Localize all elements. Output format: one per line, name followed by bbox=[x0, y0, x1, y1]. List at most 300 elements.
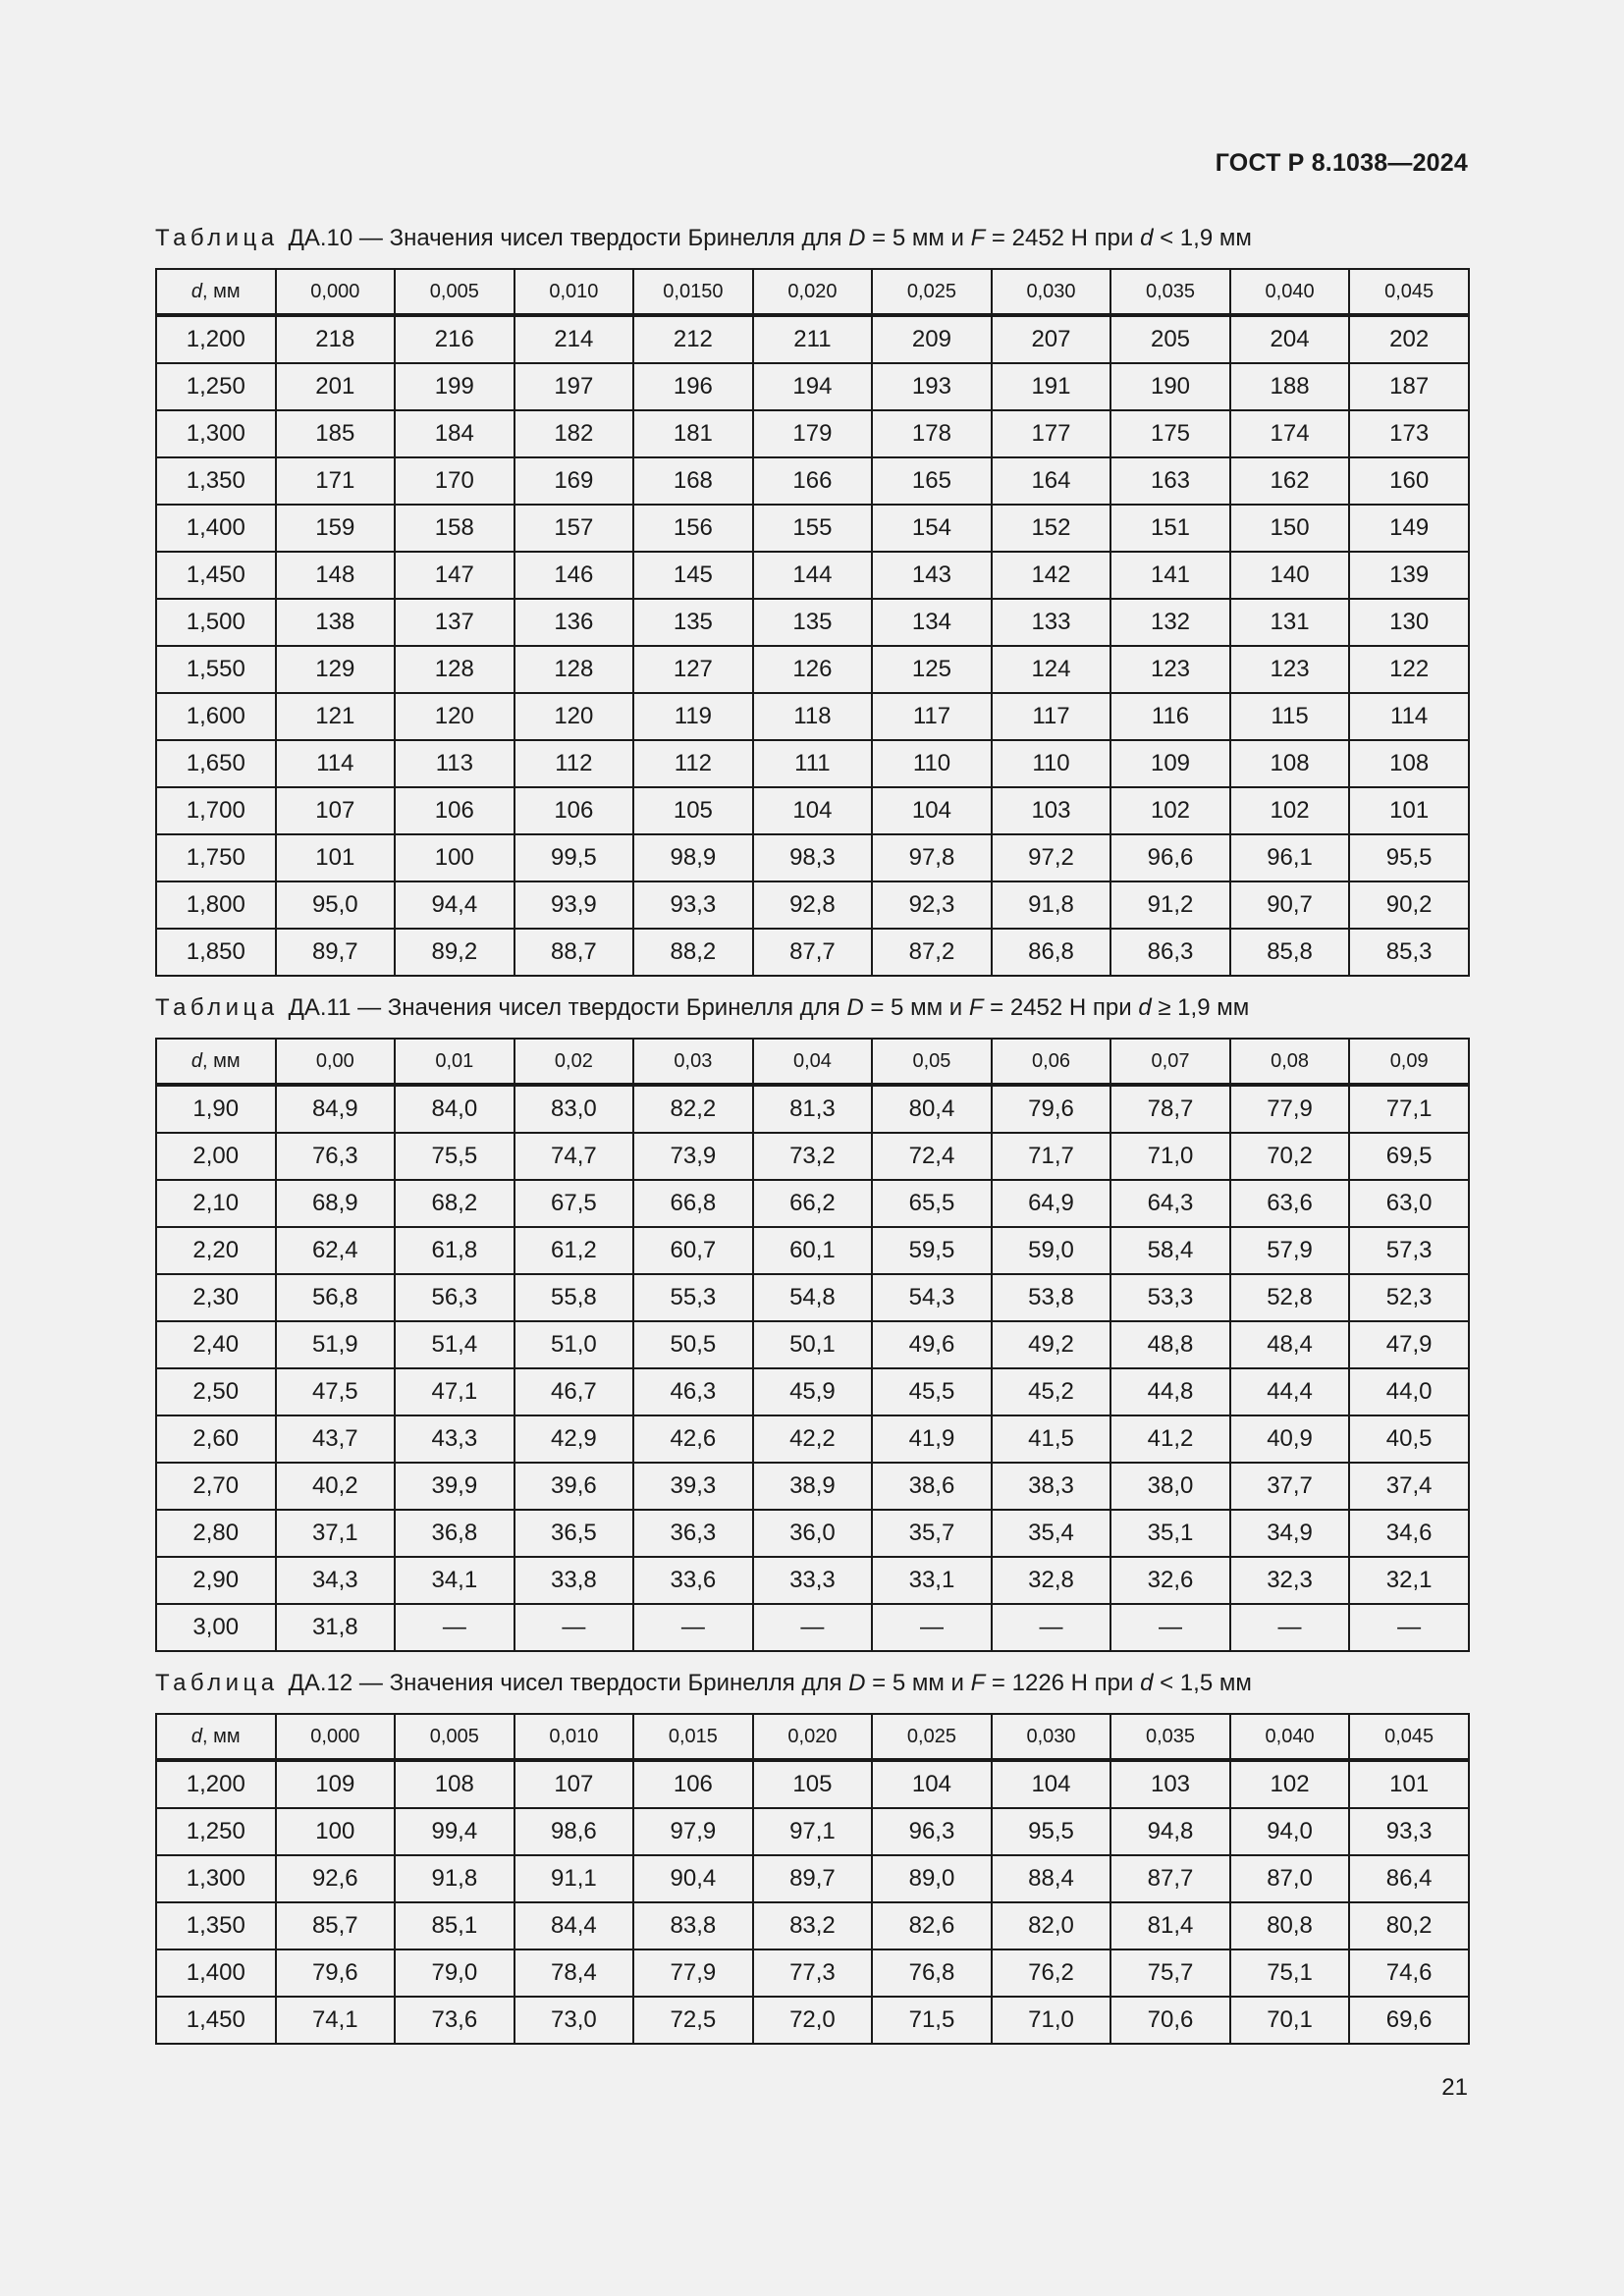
table-cell: 95,5 bbox=[1349, 834, 1469, 881]
table-cell: 40,9 bbox=[1230, 1415, 1350, 1463]
table-row bbox=[156, 1949, 1469, 1997]
table-cell: 127 bbox=[633, 646, 753, 693]
table-cell: 108 bbox=[1230, 740, 1350, 787]
table-cell: — bbox=[514, 1604, 634, 1651]
table-cell: 133 bbox=[992, 599, 1111, 646]
row-header-cell: 1,200 bbox=[156, 1760, 276, 1808]
table-cell: 40,5 bbox=[1349, 1415, 1469, 1463]
table-cell: 114 bbox=[276, 740, 396, 787]
table-cell: 72,4 bbox=[872, 1133, 992, 1180]
table-cell: 68,2 bbox=[395, 1180, 514, 1227]
table-cell: 34,3 bbox=[276, 1557, 396, 1604]
column-header: 0,015 bbox=[633, 1714, 753, 1760]
column-header: 0,00 bbox=[276, 1039, 396, 1085]
table-cell: 66,8 bbox=[633, 1180, 753, 1227]
table-cell: 83,8 bbox=[633, 1902, 753, 1949]
table-cell: 104 bbox=[753, 787, 873, 834]
table-cell: 92,6 bbox=[276, 1855, 396, 1902]
caption-text: — Значения чисел твердости Бринелля для bbox=[352, 1670, 849, 1696]
column-header: 0,005 bbox=[395, 1714, 514, 1760]
table-row bbox=[156, 1604, 1469, 1651]
table-cell: 98,3 bbox=[753, 834, 873, 881]
caption-text: ≥ 1,9 мм bbox=[1151, 994, 1250, 1021]
table-cell: 53,3 bbox=[1110, 1274, 1230, 1321]
table-cell: 150 bbox=[1230, 505, 1350, 552]
caption-var-f: F bbox=[970, 1670, 986, 1696]
row-header-cell: 1,300 bbox=[156, 410, 276, 457]
table-cell: 79,6 bbox=[276, 1949, 396, 1997]
column-header: 0,08 bbox=[1230, 1039, 1350, 1085]
table-cell: 109 bbox=[276, 1760, 396, 1808]
table-cell: 35,1 bbox=[1110, 1510, 1230, 1557]
page-number: 21 bbox=[1441, 2074, 1468, 2101]
table-cell: 101 bbox=[1349, 787, 1469, 834]
table-cell: 175 bbox=[1110, 410, 1230, 457]
table-cell: 145 bbox=[633, 552, 753, 599]
table-cell: 93,3 bbox=[1349, 1808, 1469, 1855]
header-unit: , мм bbox=[202, 280, 241, 302]
table-cell: 79,6 bbox=[992, 1085, 1111, 1133]
table-row bbox=[156, 1855, 1469, 1902]
table-cell: 80,4 bbox=[872, 1085, 992, 1133]
column-header: 0,040 bbox=[1230, 269, 1350, 315]
table-cell: 87,7 bbox=[1110, 1855, 1230, 1902]
table-row bbox=[156, 1274, 1469, 1321]
column-header: 0,000 bbox=[276, 1714, 396, 1760]
table-cell: 105 bbox=[633, 787, 753, 834]
table-row bbox=[156, 1321, 1469, 1368]
column-header: 0,005 bbox=[395, 269, 514, 315]
table-cell: 96,3 bbox=[872, 1808, 992, 1855]
caption-var-f: F bbox=[970, 225, 986, 251]
table-cell: 91,1 bbox=[514, 1855, 634, 1902]
table-cell: 128 bbox=[395, 646, 514, 693]
table-cell: 70,2 bbox=[1230, 1133, 1350, 1180]
table-cell: 43,7 bbox=[276, 1415, 396, 1463]
table-cell: 42,2 bbox=[753, 1415, 873, 1463]
table-cell: — bbox=[1230, 1604, 1350, 1651]
table-cell: 99,5 bbox=[514, 834, 634, 881]
row-header-cell: 1,450 bbox=[156, 1997, 276, 2044]
table-cell: 59,5 bbox=[872, 1227, 992, 1274]
table-cell: 107 bbox=[514, 1760, 634, 1808]
table-cell: 188 bbox=[1230, 363, 1350, 410]
table-cell: 84,9 bbox=[276, 1085, 396, 1133]
table-cell: 112 bbox=[514, 740, 634, 787]
table-cell: 120 bbox=[514, 693, 634, 740]
column-header: 0,045 bbox=[1349, 269, 1469, 315]
table-cell: 146 bbox=[514, 552, 634, 599]
row-header-cell: 2,90 bbox=[156, 1557, 276, 1604]
table-cell: 82,2 bbox=[633, 1085, 753, 1133]
table-cell: 88,4 bbox=[992, 1855, 1111, 1902]
table-cell: 113 bbox=[395, 740, 514, 787]
column-header-d bbox=[156, 1039, 276, 1085]
column-header: 0,020 bbox=[753, 1714, 873, 1760]
table-cell: 177 bbox=[992, 410, 1111, 457]
table-cell: 70,6 bbox=[1110, 1997, 1230, 2044]
table-cell: 117 bbox=[992, 693, 1111, 740]
table-cell: 138 bbox=[276, 599, 396, 646]
table-cell: 160 bbox=[1349, 457, 1469, 505]
table-cell: 165 bbox=[872, 457, 992, 505]
table-cell: 73,0 bbox=[514, 1997, 634, 2044]
table-cell: 85,7 bbox=[276, 1902, 396, 1949]
table-cell: 58,4 bbox=[1110, 1227, 1230, 1274]
table-cell: 135 bbox=[753, 599, 873, 646]
table-cell: 114 bbox=[1349, 693, 1469, 740]
table-header-row bbox=[156, 269, 1469, 315]
table-cell: 158 bbox=[395, 505, 514, 552]
table-row bbox=[156, 929, 1469, 976]
table-cell: 105 bbox=[753, 1760, 873, 1808]
table-cell: 49,6 bbox=[872, 1321, 992, 1368]
table-cell: 72,5 bbox=[633, 1997, 753, 2044]
table-cell: 75,7 bbox=[1110, 1949, 1230, 1997]
table-cell: 83,0 bbox=[514, 1085, 634, 1133]
table-cell: 202 bbox=[1349, 315, 1469, 363]
table-cell: 92,8 bbox=[753, 881, 873, 929]
table-cell: 84,4 bbox=[514, 1902, 634, 1949]
document-code: ГОСТ Р 8.1038—2024 bbox=[1215, 149, 1468, 177]
table-cell: 103 bbox=[1110, 1760, 1230, 1808]
column-header: 0,035 bbox=[1110, 269, 1230, 315]
table-cell: 117 bbox=[872, 693, 992, 740]
row-header-cell: 2,50 bbox=[156, 1368, 276, 1415]
table-cell: 104 bbox=[992, 1760, 1111, 1808]
table-cell: 90,2 bbox=[1349, 881, 1469, 929]
table-cell: 110 bbox=[992, 740, 1111, 787]
table-row bbox=[156, 693, 1469, 740]
table-cell: 178 bbox=[872, 410, 992, 457]
caption-var-d-upper: D bbox=[848, 1670, 866, 1696]
table-cell: 162 bbox=[1230, 457, 1350, 505]
table-cell: 151 bbox=[1110, 505, 1230, 552]
table-cell: 55,3 bbox=[633, 1274, 753, 1321]
table-row bbox=[156, 787, 1469, 834]
table-cell: 34,1 bbox=[395, 1557, 514, 1604]
table-cell: 75,1 bbox=[1230, 1949, 1350, 1997]
caption-id: ДА.12 bbox=[288, 1670, 353, 1696]
table-row bbox=[156, 646, 1469, 693]
table-cell: 82,0 bbox=[992, 1902, 1111, 1949]
header-var-d: d bbox=[190, 1049, 203, 1072]
row-header-cell: 3,00 bbox=[156, 1604, 276, 1651]
table-row bbox=[156, 1133, 1469, 1180]
table-row bbox=[156, 1902, 1469, 1949]
table-cell: 141 bbox=[1110, 552, 1230, 599]
table-cell: 47,1 bbox=[395, 1368, 514, 1415]
table-cell: 39,6 bbox=[514, 1463, 634, 1510]
table-cell: 140 bbox=[1230, 552, 1350, 599]
table-cell: 154 bbox=[872, 505, 992, 552]
column-header: 0,03 bbox=[633, 1039, 753, 1085]
row-header-cell: 1,850 bbox=[156, 929, 276, 976]
table-cell: 44,0 bbox=[1349, 1368, 1469, 1415]
table-cell: 97,2 bbox=[992, 834, 1111, 881]
table-cell: — bbox=[753, 1604, 873, 1651]
table-cell: 61,2 bbox=[514, 1227, 634, 1274]
table-cell: 42,9 bbox=[514, 1415, 634, 1463]
column-header: 0,020 bbox=[753, 269, 873, 315]
caption-var-d: d bbox=[1140, 225, 1154, 251]
row-header-cell: 2,40 bbox=[156, 1321, 276, 1368]
table-cell: 36,8 bbox=[395, 1510, 514, 1557]
table-cell: 142 bbox=[992, 552, 1111, 599]
table-cell: 101 bbox=[1349, 1760, 1469, 1808]
row-header-cell: 2,20 bbox=[156, 1227, 276, 1274]
table-cell: 152 bbox=[992, 505, 1111, 552]
table-cell: 89,7 bbox=[276, 929, 396, 976]
column-header: 0,05 bbox=[872, 1039, 992, 1085]
table-cell: 143 bbox=[872, 552, 992, 599]
table-cell: 66,2 bbox=[753, 1180, 873, 1227]
table-cell: 204 bbox=[1230, 315, 1350, 363]
table-header-row bbox=[156, 1039, 1469, 1085]
table-cell: 76,8 bbox=[872, 1949, 992, 1997]
table-cell: 52,3 bbox=[1349, 1274, 1469, 1321]
table-cell: — bbox=[633, 1604, 753, 1651]
row-header-cell: 1,250 bbox=[156, 1808, 276, 1855]
column-header: 0,010 bbox=[514, 1714, 634, 1760]
column-header-d bbox=[156, 269, 276, 315]
table-cell: 33,3 bbox=[753, 1557, 873, 1604]
table-cell: 78,7 bbox=[1110, 1085, 1230, 1133]
table-cell: — bbox=[872, 1604, 992, 1651]
table-cell: 54,3 bbox=[872, 1274, 992, 1321]
table-cell: 69,5 bbox=[1349, 1133, 1469, 1180]
table-cell: 72,0 bbox=[753, 1997, 873, 2044]
table-cell: 37,4 bbox=[1349, 1463, 1469, 1510]
table-cell: 207 bbox=[992, 315, 1111, 363]
table-cell: 123 bbox=[1230, 646, 1350, 693]
table-cell: 155 bbox=[753, 505, 873, 552]
caption-text: = 1226 Н при bbox=[985, 1670, 1141, 1696]
table-cell: 166 bbox=[753, 457, 873, 505]
table-cell: 36,5 bbox=[514, 1510, 634, 1557]
table-cell: 80,8 bbox=[1230, 1902, 1350, 1949]
table-cell: 122 bbox=[1349, 646, 1469, 693]
row-header-cell: 1,350 bbox=[156, 1902, 276, 1949]
table-row bbox=[156, 740, 1469, 787]
caption-text: = 5 мм и bbox=[865, 225, 971, 251]
table-cell: 89,0 bbox=[872, 1855, 992, 1902]
table-caption-da11 bbox=[155, 994, 1249, 1022]
table-cell: 119 bbox=[633, 693, 753, 740]
table-cell: 102 bbox=[1230, 787, 1350, 834]
row-header-cell: 1,250 bbox=[156, 363, 276, 410]
table-cell: 62,4 bbox=[276, 1227, 396, 1274]
column-header: 0,030 bbox=[992, 269, 1111, 315]
table-cell: 89,2 bbox=[395, 929, 514, 976]
table-row bbox=[156, 1808, 1469, 1855]
row-header-cell: 1,90 bbox=[156, 1085, 276, 1133]
table-row bbox=[156, 552, 1469, 599]
column-header: 0,035 bbox=[1110, 1714, 1230, 1760]
table-cell: 97,9 bbox=[633, 1808, 753, 1855]
table-cell: 65,5 bbox=[872, 1180, 992, 1227]
table-cell: 40,2 bbox=[276, 1463, 396, 1510]
table-cell: 45,5 bbox=[872, 1368, 992, 1415]
row-header-cell: 2,70 bbox=[156, 1463, 276, 1510]
table-cell: 77,9 bbox=[633, 1949, 753, 1997]
table-cell: 124 bbox=[992, 646, 1111, 693]
table-cell: 126 bbox=[753, 646, 873, 693]
table-cell: 199 bbox=[395, 363, 514, 410]
row-header-cell: 1,550 bbox=[156, 646, 276, 693]
table-cell: 112 bbox=[633, 740, 753, 787]
caption-var-d: d bbox=[1138, 994, 1152, 1021]
table-cell: — bbox=[992, 1604, 1111, 1651]
table-cell: 45,2 bbox=[992, 1368, 1111, 1415]
table-cell: 85,1 bbox=[395, 1902, 514, 1949]
table-cell: 139 bbox=[1349, 552, 1469, 599]
table-cell: 90,7 bbox=[1230, 881, 1350, 929]
table-cell: 108 bbox=[1349, 740, 1469, 787]
row-header-cell: 1,650 bbox=[156, 740, 276, 787]
table-cell: 76,2 bbox=[992, 1949, 1111, 1997]
table-cell: 218 bbox=[276, 315, 396, 363]
header-unit: , мм bbox=[202, 1725, 241, 1747]
table-cell: 83,2 bbox=[753, 1902, 873, 1949]
table-cell: 88,7 bbox=[514, 929, 634, 976]
table-row bbox=[156, 599, 1469, 646]
table-cell: — bbox=[1110, 1604, 1230, 1651]
table-cell: — bbox=[1349, 1604, 1469, 1651]
table-cell: 102 bbox=[1110, 787, 1230, 834]
header-var-d: d bbox=[190, 1725, 203, 1747]
table-cell: 86,8 bbox=[992, 929, 1111, 976]
table-cell: 38,6 bbox=[872, 1463, 992, 1510]
table-cell: 173 bbox=[1349, 410, 1469, 457]
table-cell: 35,4 bbox=[992, 1510, 1111, 1557]
table-cell: 174 bbox=[1230, 410, 1350, 457]
row-header-cell: 2,00 bbox=[156, 1133, 276, 1180]
table-cell: 156 bbox=[633, 505, 753, 552]
table-cell: 75,5 bbox=[395, 1133, 514, 1180]
table-cell: 111 bbox=[753, 740, 873, 787]
table-row bbox=[156, 505, 1469, 552]
table-cell: 96,1 bbox=[1230, 834, 1350, 881]
table-cell: 41,9 bbox=[872, 1415, 992, 1463]
table-cell: 86,4 bbox=[1349, 1855, 1469, 1902]
column-header: 0,010 bbox=[514, 269, 634, 315]
row-header-cell: 2,30 bbox=[156, 1274, 276, 1321]
table-cell: 120 bbox=[395, 693, 514, 740]
table-cell: 32,8 bbox=[992, 1557, 1111, 1604]
table-cell: 95,5 bbox=[992, 1808, 1111, 1855]
table-cell: 59,0 bbox=[992, 1227, 1111, 1274]
table-cell: 193 bbox=[872, 363, 992, 410]
table-cell: 63,6 bbox=[1230, 1180, 1350, 1227]
table-row bbox=[156, 1180, 1469, 1227]
table-cell: 63,0 bbox=[1349, 1180, 1469, 1227]
column-header: 0,025 bbox=[872, 1714, 992, 1760]
caption-text: = 5 мм и bbox=[863, 994, 969, 1021]
table-cell: 55,8 bbox=[514, 1274, 634, 1321]
table-row bbox=[156, 315, 1469, 363]
table-cell: 84,0 bbox=[395, 1085, 514, 1133]
table-cell: 80,2 bbox=[1349, 1902, 1469, 1949]
table-cell: 48,8 bbox=[1110, 1321, 1230, 1368]
caption-text: < 1,9 мм bbox=[1153, 225, 1252, 251]
caption-text: — Значения чисел твердости Бринелля для bbox=[351, 994, 847, 1021]
hardness-table-da12 bbox=[155, 1713, 1470, 2045]
table-cell: 88,2 bbox=[633, 929, 753, 976]
table-cell: 94,4 bbox=[395, 881, 514, 929]
caption-text: = 2452 Н при bbox=[985, 225, 1141, 251]
column-header: 0,040 bbox=[1230, 1714, 1350, 1760]
table-cell: 51,9 bbox=[276, 1321, 396, 1368]
table-cell: 74,1 bbox=[276, 1997, 396, 2044]
table-row bbox=[156, 410, 1469, 457]
row-header-cell: 2,80 bbox=[156, 1510, 276, 1557]
table-cell: 56,8 bbox=[276, 1274, 396, 1321]
table-cell: 94,8 bbox=[1110, 1808, 1230, 1855]
table-cell: 60,7 bbox=[633, 1227, 753, 1274]
table-cell: 68,9 bbox=[276, 1180, 396, 1227]
table-cell: 41,5 bbox=[992, 1415, 1111, 1463]
table-cell: 171 bbox=[276, 457, 396, 505]
table-cell: 97,1 bbox=[753, 1808, 873, 1855]
column-header: 0,025 bbox=[872, 269, 992, 315]
table-cell: 87,7 bbox=[753, 929, 873, 976]
table-cell: 71,7 bbox=[992, 1133, 1111, 1180]
caption-var-d-upper: D bbox=[848, 225, 866, 251]
table-row bbox=[156, 1085, 1469, 1133]
column-header: 0,000 bbox=[276, 269, 396, 315]
table-cell: 128 bbox=[514, 646, 634, 693]
table-cell: — bbox=[395, 1604, 514, 1651]
table-cell: 71,0 bbox=[1110, 1133, 1230, 1180]
table-cell: 56,3 bbox=[395, 1274, 514, 1321]
row-header-cell: 1,450 bbox=[156, 552, 276, 599]
table-cell: 33,8 bbox=[514, 1557, 634, 1604]
table-cell: 74,6 bbox=[1349, 1949, 1469, 1997]
table-cell: 157 bbox=[514, 505, 634, 552]
table-cell: 190 bbox=[1110, 363, 1230, 410]
table-cell: 91,8 bbox=[992, 881, 1111, 929]
table-cell: 51,4 bbox=[395, 1321, 514, 1368]
table-cell: 135 bbox=[633, 599, 753, 646]
table-cell: 137 bbox=[395, 599, 514, 646]
table-cell: 98,6 bbox=[514, 1808, 634, 1855]
table-row bbox=[156, 834, 1469, 881]
table-row bbox=[156, 457, 1469, 505]
table-cell: 87,0 bbox=[1230, 1855, 1350, 1902]
table-cell: 41,2 bbox=[1110, 1415, 1230, 1463]
table-cell: 79,0 bbox=[395, 1949, 514, 1997]
table-cell: 96,6 bbox=[1110, 834, 1230, 881]
table-cell: 46,7 bbox=[514, 1368, 634, 1415]
table-cell: 168 bbox=[633, 457, 753, 505]
table-cell: 47,5 bbox=[276, 1368, 396, 1415]
table-cell: 118 bbox=[753, 693, 873, 740]
table-cell: 48,4 bbox=[1230, 1321, 1350, 1368]
table-cell: 33,6 bbox=[633, 1557, 753, 1604]
table-cell: 214 bbox=[514, 315, 634, 363]
row-header-cell: 1,700 bbox=[156, 787, 276, 834]
table-cell: 109 bbox=[1110, 740, 1230, 787]
table-cell: 125 bbox=[872, 646, 992, 693]
table-cell: 69,6 bbox=[1349, 1997, 1469, 2044]
table-cell: 93,9 bbox=[514, 881, 634, 929]
caption-var-f: F bbox=[968, 994, 984, 1021]
table-cell: 49,2 bbox=[992, 1321, 1111, 1368]
table-cell: 81,3 bbox=[753, 1085, 873, 1133]
table-cell: 71,0 bbox=[992, 1997, 1111, 2044]
table-cell: 60,1 bbox=[753, 1227, 873, 1274]
